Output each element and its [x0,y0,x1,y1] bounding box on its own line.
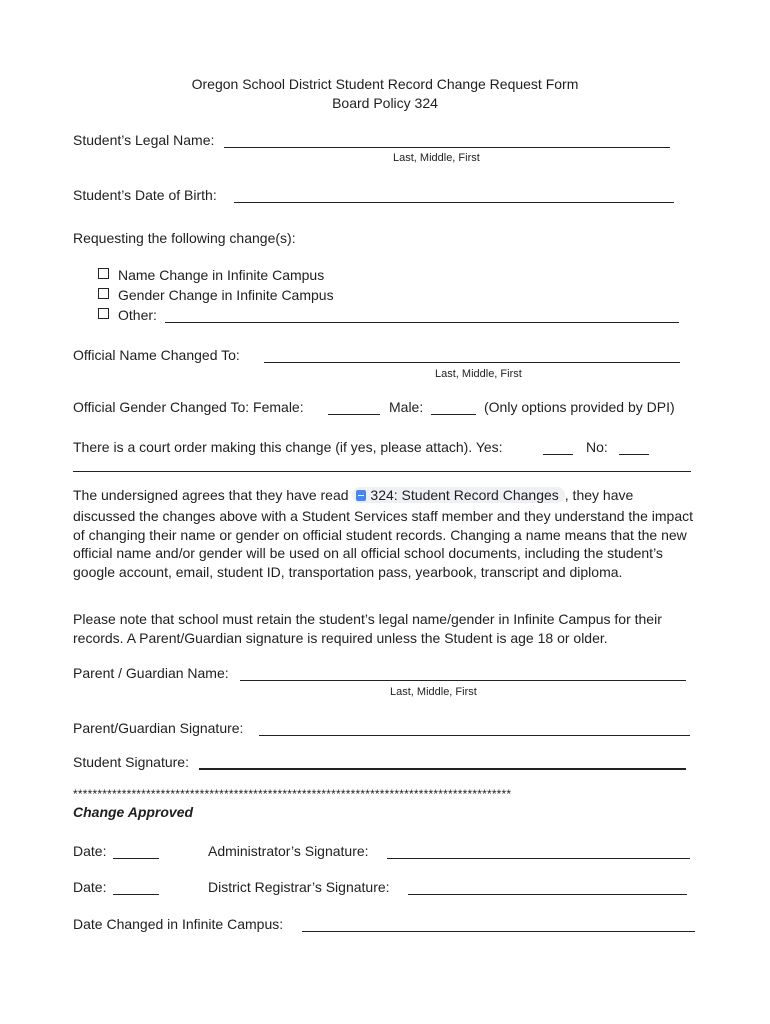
document-icon [356,490,366,501]
official-gender-label: Official Gender Changed To: Female: [73,399,304,415]
female-line[interactable] [328,414,380,415]
agreement-first-line [73,487,633,503]
dob-line[interactable] [234,202,674,203]
registrar-signature-label: District Registrar’s Signature: [208,879,390,895]
agreement-lead: The undersigned agrees that they have read [73,487,349,503]
agreement-after-chip: , they have [564,487,634,503]
section-divider [73,471,691,472]
male-line[interactable] [431,414,476,415]
form-title: Oregon School District Student Record Change Request Form [191,76,579,92]
date1-label: Date: [73,843,107,859]
guardian-name-line[interactable] [240,680,686,681]
admin-signature-line[interactable] [387,858,690,859]
court-order-label: There is a court order making this change (if yes, please attach). Yes: [73,439,503,455]
official-name-line[interactable] [264,362,680,363]
date2-line[interactable] [113,894,159,895]
legal-name-hint: Last, Middle, First [393,152,480,164]
policy-link-chip[interactable] [352,487,564,503]
guardian-name-label: Parent / Guardian Name: [73,665,229,681]
guardian-signature-label: Parent/Guardian Signature: [73,720,244,736]
court-no-line[interactable] [619,454,649,455]
other-option: Other: [118,307,157,323]
name-change-option: Name Change in Infinite Campus [118,267,325,283]
policy-link-label: 324: Student Record Changes [370,487,559,503]
male-label: Male: [389,399,424,415]
legal-name-line[interactable] [224,147,670,148]
official-name-hint: Last, Middle, First [435,368,522,380]
dpi-note: (Only options provided by DPI) [484,399,675,415]
date1-line[interactable] [113,858,159,859]
ic-date-line[interactable] [302,931,695,932]
retention-notice: Please note that school must retain the student’s legal name/gender in Infinite Campus for their records. A Parent/Guardian signature is required unless the Student is age 18 or older. [73,611,662,646]
requesting-label: Requesting the following change(s): [73,230,296,246]
date2-label: Date: [73,879,107,895]
gender-change-checkbox[interactable] [98,288,109,299]
form-subtitle: Board Policy 324 [332,95,438,111]
ic-date-label: Date Changed in Infinite Campus: [73,916,284,932]
change-approved-heading: Change Approved [73,804,194,820]
legal-name-label: Student’s Legal Name: [73,132,215,148]
official-name-label: Official Name Changed To: [73,347,240,363]
name-change-checkbox[interactable] [98,268,109,279]
guardian-signature-line[interactable] [259,735,690,736]
agreement-body: discussed the changes above with a Student Services staff member and they understand the impact of changing their name or gender on official student records. Changing a name means that the new official name and/or gender will be used on all official school documents, including the student’s google account, email, student ID, transportation pass, yearbook, transcript and diploma. [73,508,693,580]
admin-signature-label: Administrator’s Signature: [208,843,369,859]
court-yes-line[interactable] [543,454,573,455]
dob-label: Student’s Date of Birth: [73,187,217,203]
student-signature-label: Student Signature: [73,754,189,770]
guardian-name-hint: Last, Middle, First [390,686,477,698]
court-no-label: No: [586,439,608,455]
gender-change-option: Gender Change in Infinite Campus [118,287,334,303]
asterisk-separator: ****************************************************************************************** [73,787,512,801]
registrar-signature-line[interactable] [408,894,687,895]
other-checkbox[interactable] [98,308,109,319]
student-signature-line[interactable] [199,768,686,770]
other-line[interactable] [165,322,679,323]
